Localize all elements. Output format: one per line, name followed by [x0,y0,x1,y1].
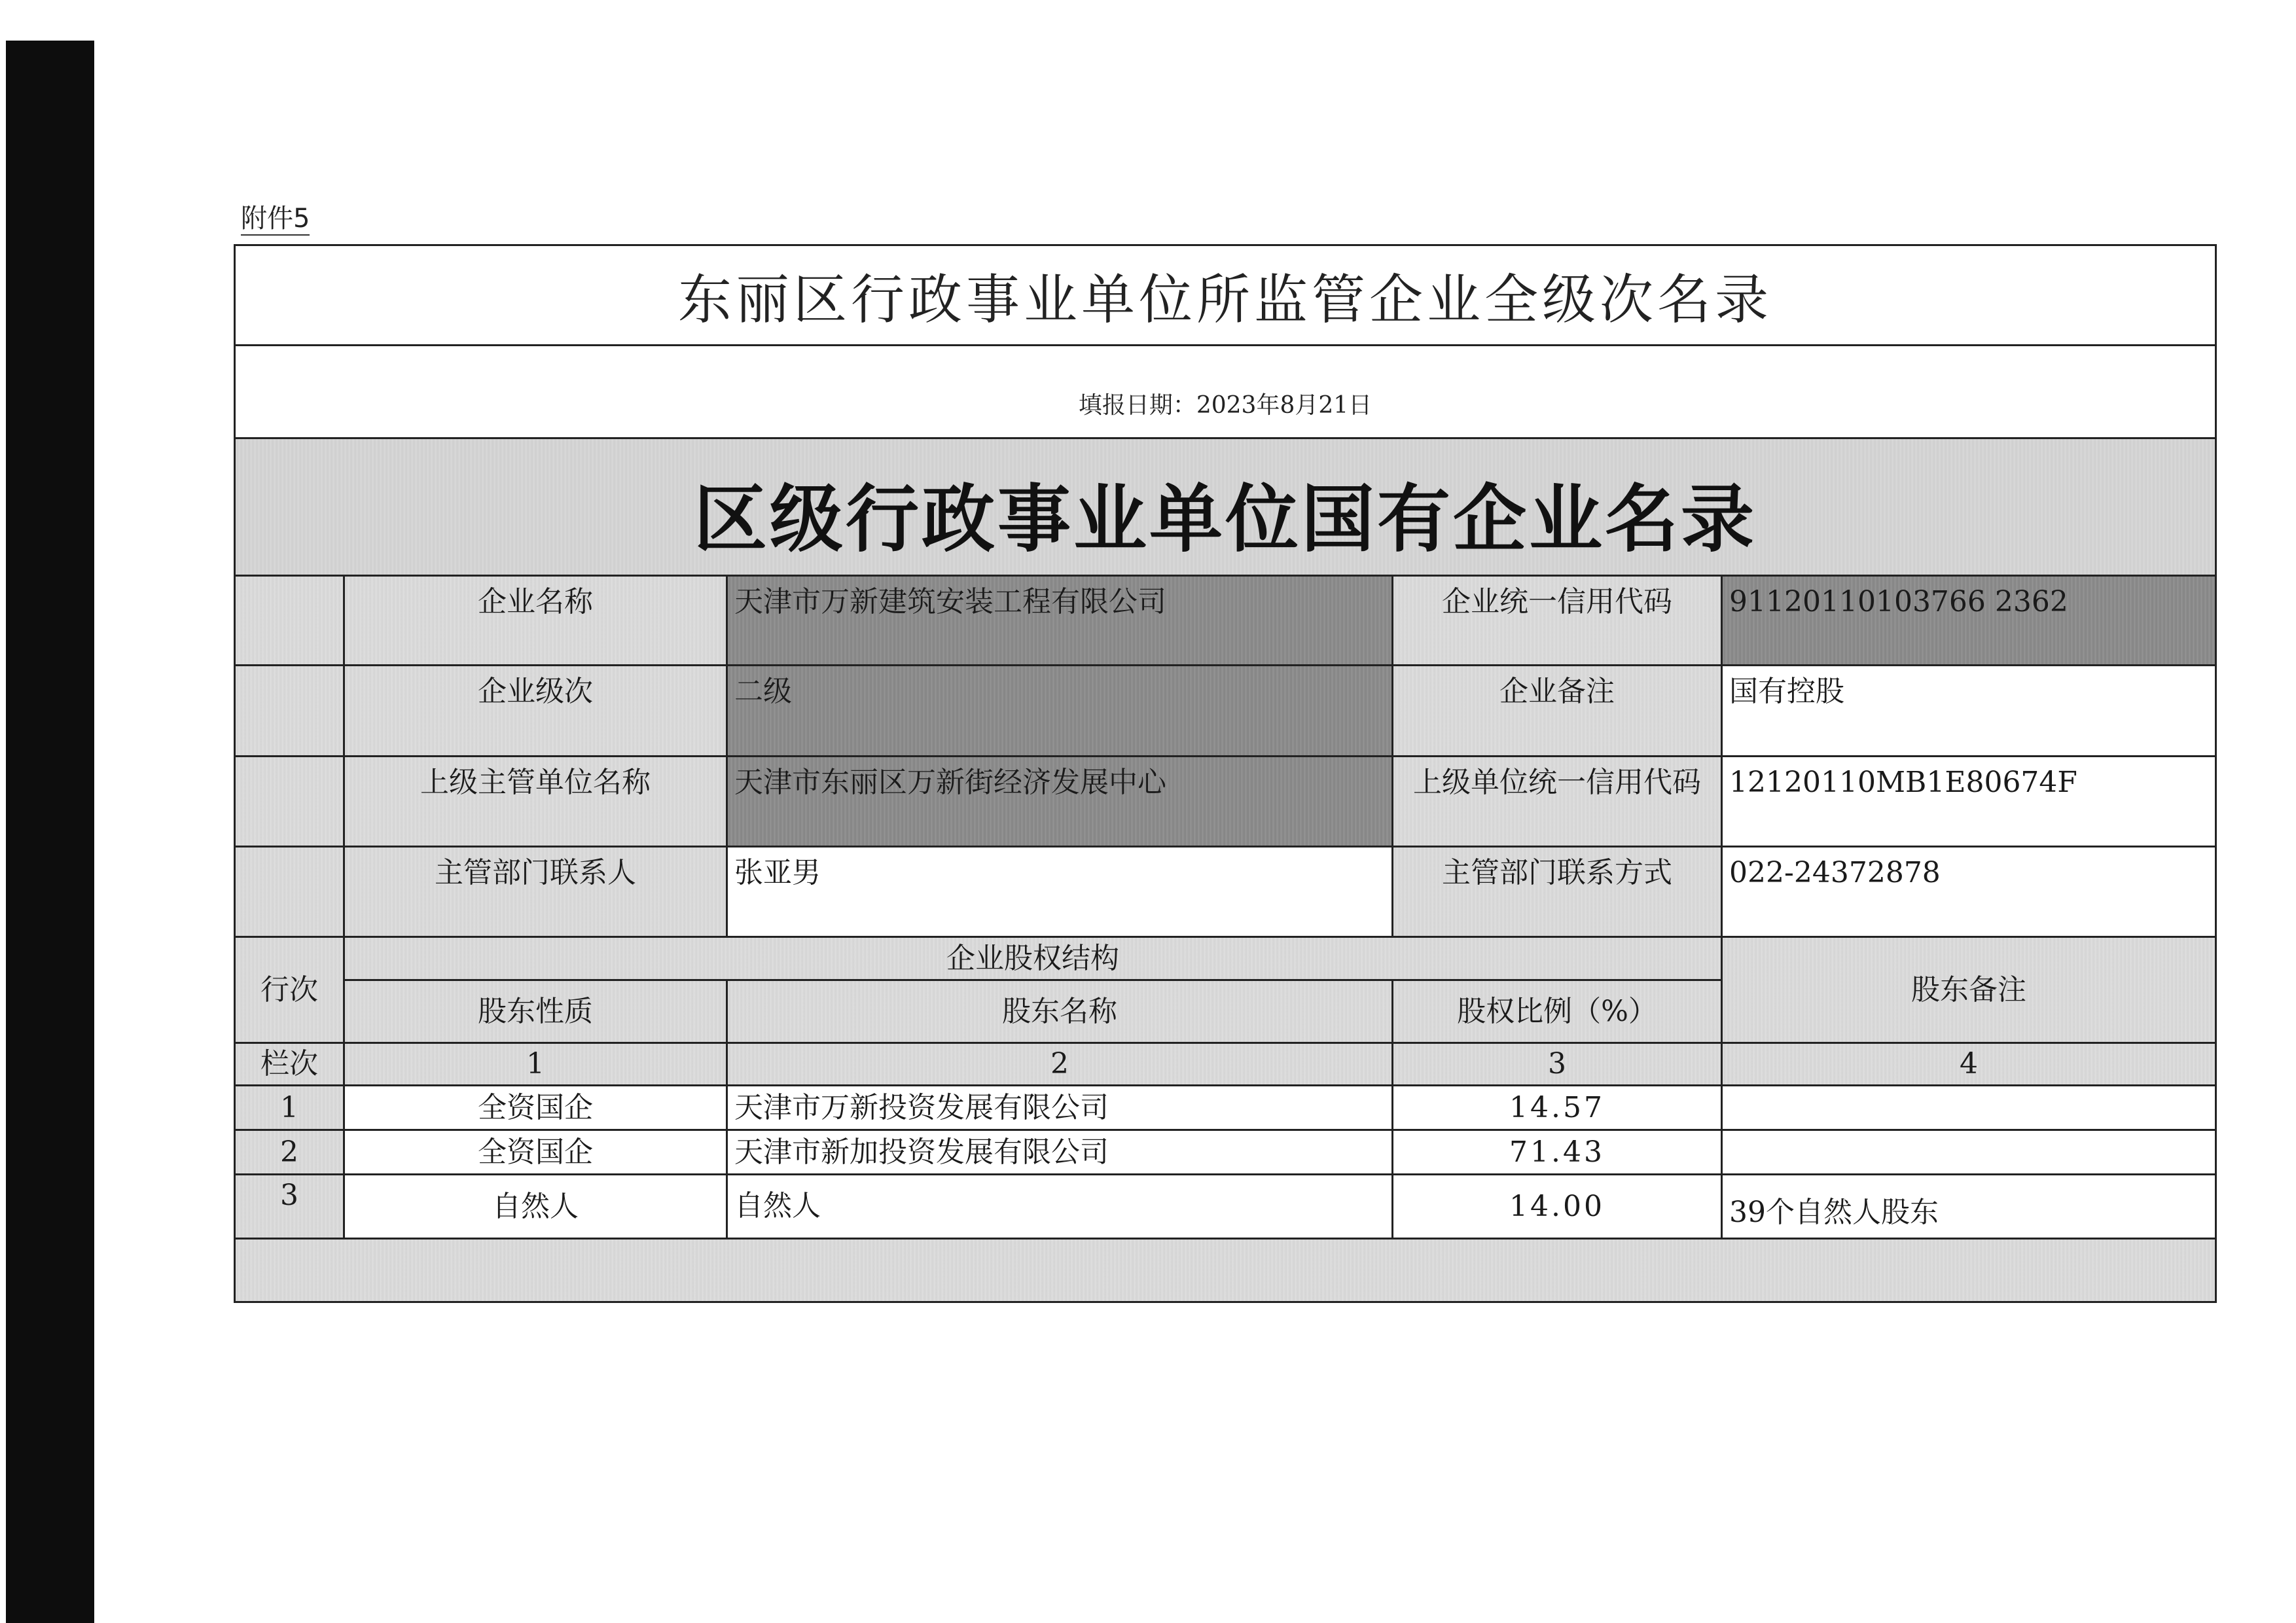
company-remark-value: 国有控股 [1723,666,2215,757]
row-number: 1 [236,1086,345,1131]
parent-code-value: 12120110MB1E80674F [1723,757,2215,847]
attachment-label: 附件5 [241,203,310,236]
company-level-label: 企业级次 [345,666,728,757]
fill-date: 填报日期：2023年8月21日 [1078,392,1372,419]
company-level-value: 二级 [728,666,1393,757]
column-number: 3 [1393,1044,1723,1086]
company-remark-label: 企业备注 [1393,666,1723,757]
column-number: 1 [345,1044,728,1086]
column-number: 4 [1723,1044,2215,1086]
bottom-empty-row [236,1240,2215,1301]
shareholder-note [1723,1086,2215,1131]
row-marker-cell [236,847,345,938]
shareholder-note [1723,1131,2215,1175]
equity-structure-header: 企业股权结构 [345,938,1723,981]
parent-unit-label: 上级主管单位名称 [345,757,728,847]
equity-ratio: 14.00 [1393,1175,1723,1240]
company-table [236,577,2215,1301]
shareholder-nature-header: 股东性质 [345,981,728,1044]
scan-edge-bar [6,41,94,1623]
credit-code-label: 企业统一信用代码 [1393,577,1723,666]
column-number-label: 栏次 [236,1044,345,1086]
section-heading: 区级行政事业单位国有企业名录 [694,477,1757,562]
row-number-header: 行次 [236,938,345,1044]
shareholder-nature: 自然人 [345,1175,728,1240]
date-band [236,346,2215,439]
row-number: 3 [236,1175,345,1240]
shareholder-name: 自然人 [728,1175,1393,1240]
row-marker-cell [236,577,345,666]
shareholder-note-header: 股东备注 [1723,938,2215,1044]
contact-person-value: 张亚男 [728,847,1393,938]
equity-ratio-header: 股权比例（%） [1393,981,1723,1044]
shareholder-nature: 全资国企 [345,1131,728,1175]
parent-code-label: 上级单位统一信用代码 [1393,757,1723,847]
parent-unit-value: 天津市东丽区万新街经济发展中心 [728,757,1393,847]
shareholder-name-header: 股东名称 [728,981,1393,1044]
document-title: 东丽区行政事业单位所监管企业全级次名录 [677,268,1772,331]
column-number: 2 [728,1044,1393,1086]
heading-band [236,439,2215,577]
row-marker-cell [236,757,345,847]
credit-code-value: 91120110103766 2362 [1723,577,2215,666]
title-band [236,246,2215,346]
equity-ratio: 71.43 [1393,1131,1723,1175]
contact-phone-value: 022-24372878 [1723,847,2215,938]
directory-sheet [234,244,2217,1303]
contact-phone-label: 主管部门联系方式 [1393,847,1723,938]
company-name-value: 天津市万新建筑安装工程有限公司 [728,577,1393,666]
row-marker-cell [236,666,345,757]
shareholder-name: 天津市新加投资发展有限公司 [728,1131,1393,1175]
shareholder-name: 天津市万新投资发展有限公司 [728,1086,1393,1131]
shareholder-nature: 全资国企 [345,1086,728,1131]
row-number: 2 [236,1131,345,1175]
shareholder-note: 39个自然人股东 [1723,1175,2215,1240]
contact-person-label: 主管部门联系人 [345,847,728,938]
company-name-label: 企业名称 [345,577,728,666]
equity-ratio: 14.57 [1393,1086,1723,1131]
